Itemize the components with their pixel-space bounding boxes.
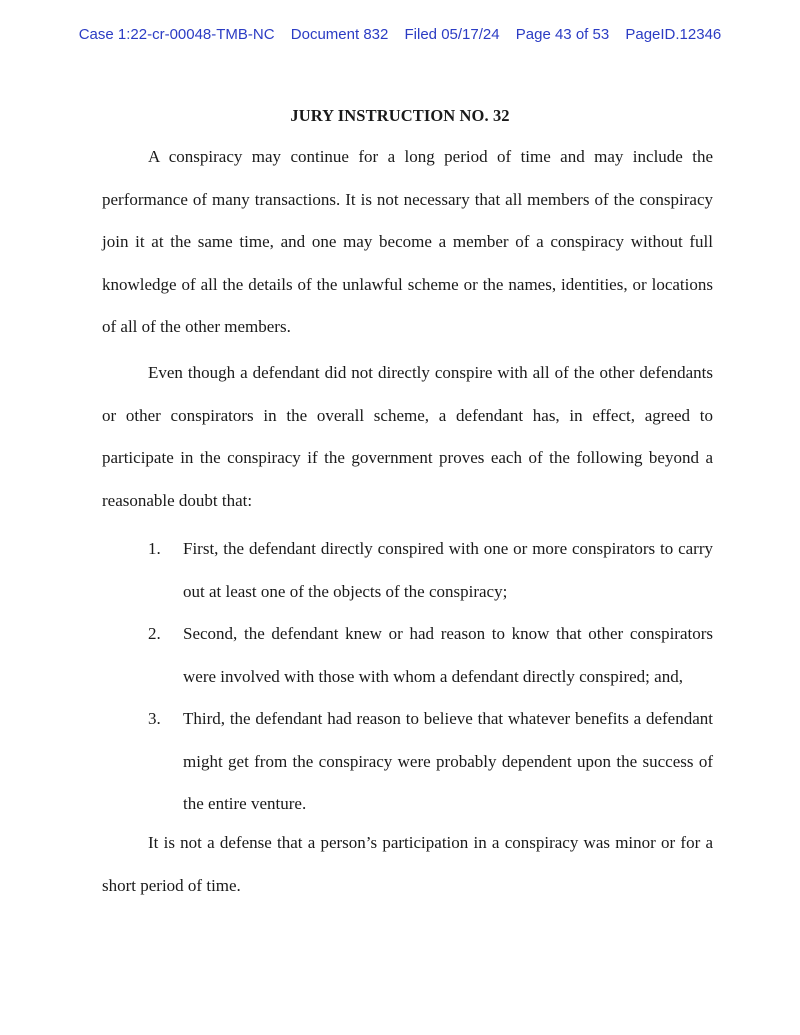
paragraph-2: Even though a defendant did not directly conspire with all of the other defendants or other conspirators in the overall scheme, a defendant has, in effect, agreed to participate in the conspiracy if the government proves each of the following beyond a reasonable doubt that: xyxy=(102,363,713,510)
list-item-number: 2. xyxy=(148,624,161,643)
element-list xyxy=(102,528,713,826)
list-item-number: 3. xyxy=(148,709,161,728)
page-title: JURY INSTRUCTION NO. 32 xyxy=(290,106,510,125)
list-item xyxy=(102,698,713,826)
case-header xyxy=(0,26,800,43)
paragraph-3: It is not a defense that a person’s participation in a conspiracy was minor or for a short period of time. xyxy=(102,833,713,895)
list-item-text: Third, the defendant had reason to believe that whatever benefits a defendant might get from the conspiracy were probably dependent upon the success of the entire venture. xyxy=(183,709,713,813)
page-number: Page 43 of 53 xyxy=(515,26,610,43)
list-item xyxy=(102,613,713,698)
list-item-text: Second, the defendant knew or had reason to know that other conspirators were involved with those with whom a defendant directly conspired; and, xyxy=(183,624,713,686)
case-number: Case 1:22-cr-00048-TMB-NC xyxy=(78,26,275,43)
list-item-number: 1. xyxy=(148,539,161,558)
list-item-text: First, the defendant directly conspired with one or more conspirators to carry out at least one of the objects of the conspiracy; xyxy=(183,539,713,601)
filed-date: Filed 05/17/24 xyxy=(404,26,500,43)
paragraph-1: A conspiracy may continue for a long period of time and may include the performance of many transactions. It is not necessary that all members of the conspiracy join it at the same time, and one may become a member of a conspiracy without full knowledge of all the details of the unlawful scheme or the names, identities, or locations of all of the other members. xyxy=(102,147,713,336)
list-item xyxy=(102,528,713,613)
document-number: Document 832 xyxy=(290,26,389,43)
page-id: PageID.12346 xyxy=(625,26,722,43)
